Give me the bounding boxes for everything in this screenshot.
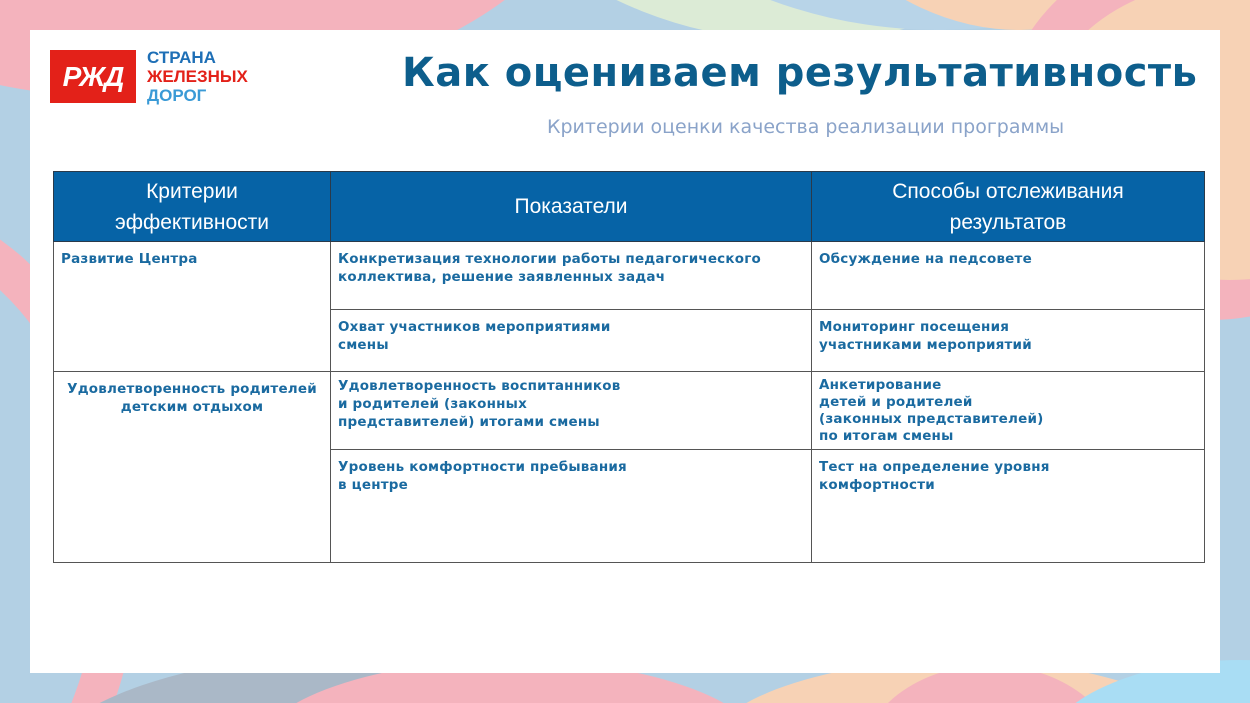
table-row: [54, 372, 1205, 450]
indicator-cell: Удовлетворенность воспитанников и родителей (законных представителей) итогами смены: [331, 372, 812, 450]
column-header-indicators: Показатели: [331, 172, 812, 242]
method-cell: Тест на определение уровня комфортности: [812, 450, 1205, 563]
method-cell: Анкетирование детей и родителей (законных представителей) по итогам смены: [812, 372, 1205, 450]
criterion-cell: Развитие Центра: [54, 242, 331, 372]
indicator-cell: Охват участников мероприятиями смены: [331, 310, 812, 372]
column-header-criteria: Критерии эффективности: [54, 172, 331, 242]
table-row: [54, 242, 1205, 310]
logo-line-3: ДОРОГ: [147, 86, 207, 105]
method-cell: Обсуждение на педсовете: [812, 242, 1205, 310]
rzd-logo-mark: РЖД: [50, 50, 136, 103]
criteria-table: [53, 171, 1205, 563]
logo-tagline: [147, 48, 248, 105]
method-cell: Мониторинг посещения участниками мероприятий: [812, 310, 1205, 372]
logo-line-2: ЖЕЛЕЗНЫХ: [147, 67, 248, 86]
page-subtitle: Критерии оценки качества реализации программы: [547, 116, 1065, 138]
logo-line-1: СТРАНА: [147, 48, 216, 67]
indicator-cell: Конкретизация технологии работы педагогического коллектива, решение заявленных задач: [331, 242, 812, 310]
table-header-row: [54, 172, 1205, 242]
column-header-methods: Способы отслеживания результатов: [812, 172, 1205, 242]
indicator-cell: Уровень комфортности пребывания в центре: [331, 450, 812, 563]
page-title: Как оцениваем результативность: [402, 50, 1198, 96]
rzd-logo: [50, 50, 260, 106]
criterion-cell: Удовлетворенность родителей детским отдыхом: [54, 372, 331, 563]
slide-content: [30, 30, 1220, 673]
